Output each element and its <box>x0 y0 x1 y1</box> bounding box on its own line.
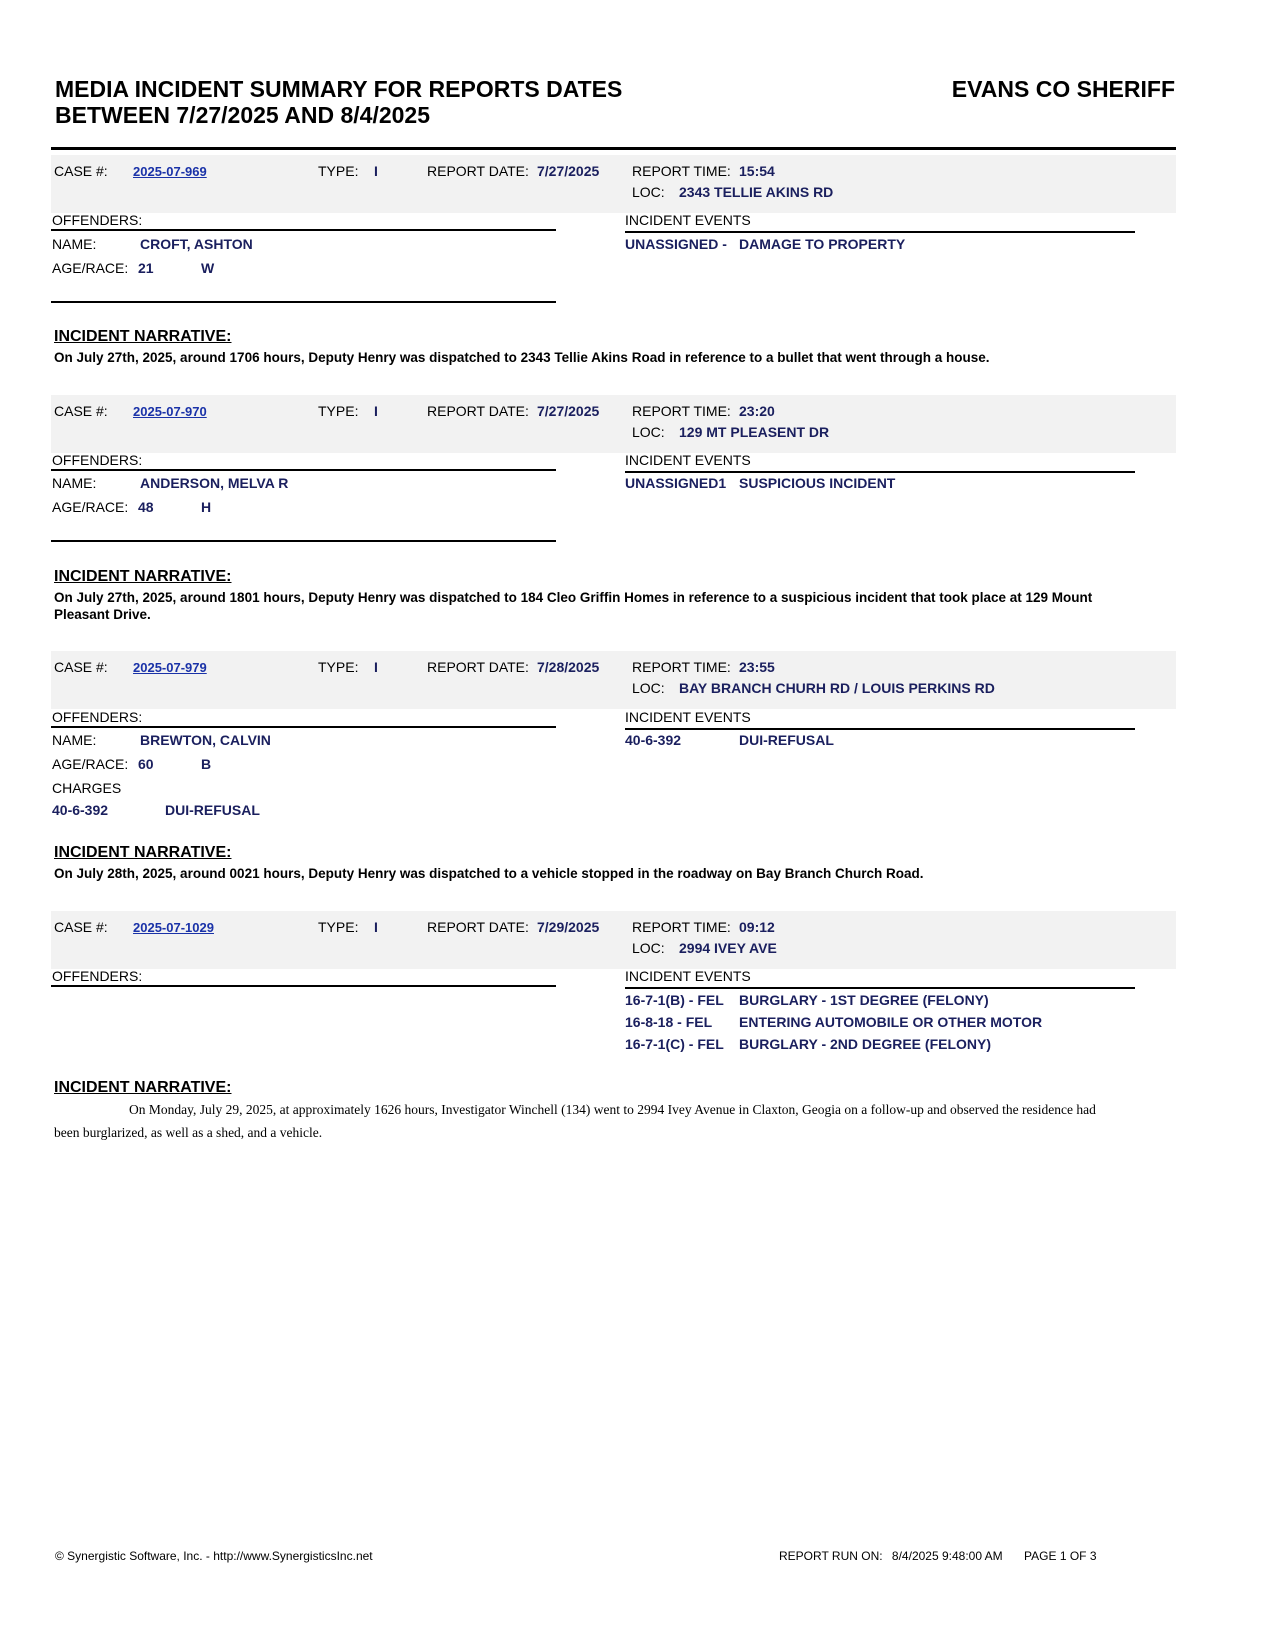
offenders-label: OFFENDERS: <box>52 709 143 725</box>
offenders-rule <box>51 726 556 728</box>
case-label: CASE #: <box>54 163 108 179</box>
case-number-link[interactable]: 2025-07-979 <box>133 660 207 675</box>
location-value: BAY BRANCH CHURH RD / LOUIS PERKINS RD <box>679 680 995 696</box>
offenders-rule <box>51 469 556 471</box>
report-time-label: REPORT TIME: <box>632 163 731 179</box>
report-date-label: REPORT DATE: <box>427 919 529 935</box>
narrative-heading: INCIDENT NARRATIVE: <box>54 844 232 861</box>
location-label: LOC: <box>632 424 665 440</box>
report-title-line2: BETWEEN 7/27/2025 AND 8/4/2025 <box>55 102 430 128</box>
offenders-label: OFFENDERS: <box>52 212 143 228</box>
narrative-heading: INCIDENT NARRATIVE: <box>54 328 232 345</box>
report-time-value: 09:12 <box>739 919 775 935</box>
location-label: LOC: <box>632 680 665 696</box>
event-code: 40-6-392 <box>625 732 682 748</box>
incident-events-rule <box>625 471 1135 473</box>
case-label: CASE #: <box>54 403 108 419</box>
offender-age: 21 <box>138 260 154 276</box>
header-divider <box>51 147 1176 150</box>
case-number-link[interactable]: 2025-07-1029 <box>133 920 214 935</box>
charge-description: DUI-REFUSAL <box>165 802 260 818</box>
offender-name: CROFT, ASHTON <box>140 236 253 252</box>
incident-events-rule <box>625 987 1135 989</box>
charges-label: CHARGES <box>52 780 122 796</box>
type-label: TYPE: <box>318 659 359 675</box>
type-value: I <box>374 163 378 179</box>
report-time-value: 15:54 <box>739 163 775 179</box>
event-description: ENTERING AUTOMOBILE OR OTHER MOTOR <box>739 1014 1043 1030</box>
type-value: I <box>374 659 378 675</box>
age-race-label: AGE/RACE: <box>52 260 129 276</box>
report-title <box>55 76 622 128</box>
offender-end-rule <box>51 301 556 303</box>
report-date-label: REPORT DATE: <box>427 403 529 419</box>
name-label: NAME: <box>52 236 97 252</box>
report-date-value: 7/28/2025 <box>537 659 600 675</box>
offender-name: ANDERSON, MELVA R <box>140 475 289 491</box>
case-header-band <box>51 911 1176 969</box>
narrative-text: On Monday, July 29, 2025, at approximately 1626 hours, Investigator Winchell (134) went to 2994 Ivey Avenue in Claxton, Geogia on a follow-up and observed the residence had been burglarized, as well as a shed, and a vehicle. <box>54 1102 1096 1140</box>
location-value: 129 MT PLEASENT DR <box>679 424 830 440</box>
type-label: TYPE: <box>318 403 359 419</box>
narrative-text: On July 27th, 2025, around 1801 hours, Deputy Henry was dispatched to 184 Cleo Griffin Homes in reference to a suspicious incident that took place at 129 Mount Pleasant Drive. <box>54 590 1093 622</box>
incident-events-label: INCIDENT EVENTS <box>625 968 751 984</box>
page-number: PAGE 1 OF 3 <box>1024 1549 1097 1563</box>
footer-copyright: © Synergistic Software, Inc. - http://www.SynergisticsInc.net <box>55 1549 373 1563</box>
case-label: CASE #: <box>54 659 108 675</box>
offender-age: 48 <box>138 499 154 515</box>
event-code: UNASSIGNED1 <box>625 475 727 491</box>
offender-race: B <box>201 756 212 772</box>
offenders-label: OFFENDERS: <box>52 452 143 468</box>
type-label: TYPE: <box>318 919 359 935</box>
incident-events-rule <box>625 728 1135 730</box>
location-label: LOC: <box>632 184 665 200</box>
report-time-value: 23:20 <box>739 403 775 419</box>
event-description: DUI-REFUSAL <box>739 732 834 748</box>
name-label: NAME: <box>52 475 97 491</box>
case-header-band <box>51 651 1176 709</box>
narrative-heading: INCIDENT NARRATIVE: <box>54 1079 232 1096</box>
report-date-value: 7/29/2025 <box>537 919 600 935</box>
offender-age: 60 <box>138 756 154 772</box>
type-value: I <box>374 403 378 419</box>
type-label: TYPE: <box>318 163 359 179</box>
location-value: 2343 TELLIE AKINS RD <box>679 184 834 200</box>
report-title-line1: MEDIA INCIDENT SUMMARY FOR REPORTS DATES <box>55 76 623 102</box>
location-value: 2994 IVEY AVE <box>679 940 777 956</box>
event-code: 16-8-18 - FEL <box>625 1014 713 1030</box>
event-description: BURGLARY - 1ST DEGREE (FELONY) <box>739 992 989 1008</box>
agency-name: EVANS CO SHERIFF <box>951 76 1175 102</box>
event-description: BURGLARY - 2ND DEGREE (FELONY) <box>739 1036 992 1052</box>
narrative-heading: INCIDENT NARRATIVE: <box>54 568 232 585</box>
type-value: I <box>374 919 378 935</box>
event-code: UNASSIGNED - <box>625 236 727 252</box>
footer-run-info <box>779 1549 1103 1563</box>
report-run-value: 8/4/2025 9:48:00 AM <box>891 1549 1003 1563</box>
event-description: DAMAGE TO PROPERTY <box>739 236 906 252</box>
incident-events-label: INCIDENT EVENTS <box>625 452 751 468</box>
incident-events-label: INCIDENT EVENTS <box>625 709 751 725</box>
charge-code: 40-6-392 <box>52 802 109 818</box>
incident-events-rule <box>625 231 1135 233</box>
name-label: NAME: <box>52 732 97 748</box>
age-race-label: AGE/RACE: <box>52 499 129 515</box>
event-description: SUSPICIOUS INCIDENT <box>739 475 896 491</box>
report-time-label: REPORT TIME: <box>632 919 731 935</box>
report-date-value: 7/27/2025 <box>537 163 600 179</box>
offender-race: H <box>201 499 212 515</box>
report-date-label: REPORT DATE: <box>427 659 529 675</box>
report-time-label: REPORT TIME: <box>632 659 731 675</box>
report-run-label: REPORT RUN ON: <box>779 1549 883 1563</box>
case-header-band <box>51 395 1176 453</box>
incident-events-label: INCIDENT EVENTS <box>625 212 751 228</box>
offender-end-rule <box>51 540 556 542</box>
report-time-value: 23:55 <box>739 659 775 675</box>
event-code: 16-7-1(B) - FEL <box>625 992 724 1008</box>
offenders-rule <box>51 985 556 987</box>
offenders-rule <box>51 229 556 231</box>
case-number-link[interactable]: 2025-07-969 <box>133 164 207 179</box>
case-number-link[interactable]: 2025-07-970 <box>133 404 207 419</box>
offender-race: W <box>201 260 215 276</box>
report-date-label: REPORT DATE: <box>427 163 529 179</box>
case-label: CASE #: <box>54 919 108 935</box>
event-code: 16-7-1(C) - FEL <box>625 1036 724 1052</box>
case-header-band <box>51 155 1176 213</box>
location-label: LOC: <box>632 940 665 956</box>
narrative-text: On July 27th, 2025, around 1706 hours, Deputy Henry was dispatched to 2343 Tellie Akins Road in reference to a bullet that went through a house. <box>54 350 990 365</box>
offender-name: BREWTON, CALVIN <box>140 732 271 748</box>
offenders-label: OFFENDERS: <box>52 968 143 984</box>
age-race-label: AGE/RACE: <box>52 756 129 772</box>
report-time-label: REPORT TIME: <box>632 403 731 419</box>
report-date-value: 7/27/2025 <box>537 403 600 419</box>
narrative-text: On July 28th, 2025, around 0021 hours, Deputy Henry was dispatched to a vehicle stopped in the roadway on Bay Branch Church Road. <box>54 866 924 881</box>
